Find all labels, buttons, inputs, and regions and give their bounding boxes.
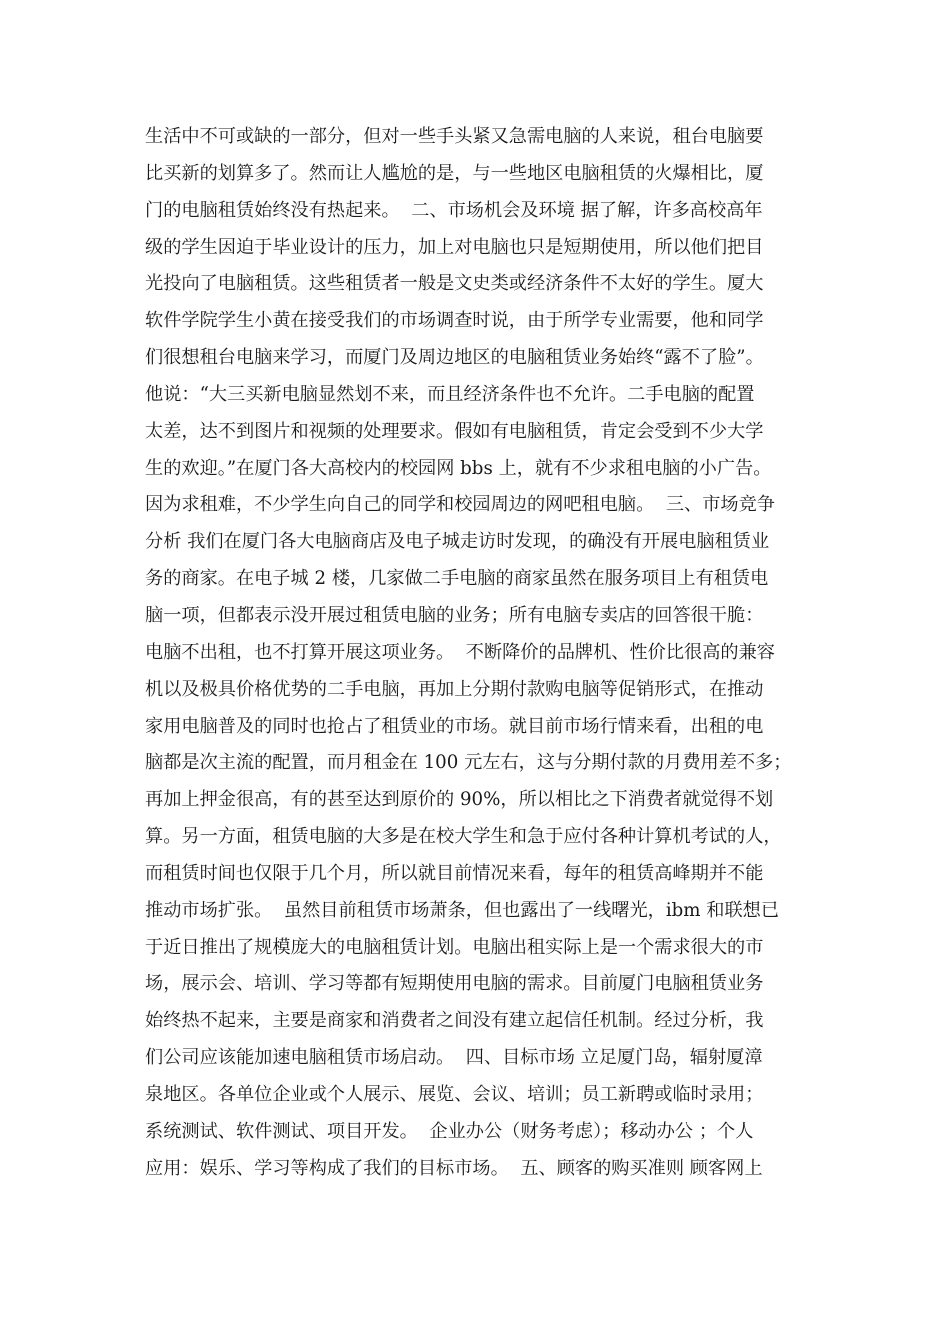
- text-line: 脑一项，但都表示没开展过租赁电脑的业务；所有电脑专卖店的回答很干脆：: [145, 604, 764, 626]
- text-line: 务的商家。在电子城 2 楼，几家做二手电脑的商家虽然在服务项目上有租赁电: [145, 568, 769, 590]
- text-line: 泉地区。各单位企业或个人展示、展览、会议、培训；员工新聘或临时录用；: [145, 1083, 764, 1105]
- text-line: 们很想租台电脑来学习，而厦门及周边地区的电脑租赁业务始终“露不了脸”。: [145, 347, 764, 369]
- text-line: 门的电脑租赁始终没有热起来。 二、市场机会及环境 据了解，许多高校高年: [145, 199, 763, 221]
- text-line: 算。另一方面，租赁电脑的大多是在校大学生和急于应付各种计算机考试的人，: [145, 826, 782, 848]
- text-line: 生的欢迎。”在厦门各大高校内的校园网 bbs 上，就有不少求租电脑的小广告。: [145, 457, 772, 479]
- text-line: 级的学生因迫于毕业设计的压力，加上对电脑也只是短期使用，所以他们把目: [145, 236, 764, 258]
- text-line: 比买新的划算多了。然而让人尴尬的是，与一些地区电脑租赁的火爆相比，厦: [145, 162, 764, 184]
- text-line: 生活中不可或缺的一部分，但对一些手头紧又急需电脑的人来说，租台电脑要: [145, 126, 764, 147]
- text-line: 应用：娱乐、学习等构成了我们的目标市场。 五、顾客的购买准则 顾客网上: [145, 1157, 763, 1179]
- text-line: 推动市场扩张。 虽然目前租赁市场萧条，但也露出了一线曙光，ibm 和联想已: [145, 899, 780, 921]
- text-line: 再加上押金很高，有的甚至达到原价的 90%，所以相比之下消费者就觉得不划: [145, 789, 774, 811]
- text-line: 系统测试、软件测试、项目开发。 企业办公（财务考虑）；移动办公 ；个人: [145, 1120, 754, 1142]
- body-text: [145, 119, 825, 1187]
- text-line: 软件学院学生小黄在接受我们的市场调查时说，由于所学专业需要，他和同学: [145, 310, 764, 332]
- text-line: 分析 我们在厦门各大电脑商店及电子城走访时发现，的确没有开展电脑租赁业: [145, 531, 770, 553]
- text-line: 而租赁时间也仅限于几个月，所以就目前情况来看，每年的租赁高峰期并不能: [145, 862, 764, 884]
- text-line: 家用电脑普及的同时也抢占了租赁业的市场。就目前市场行情来看，出租的电: [145, 715, 764, 737]
- text-line: 光投向了电脑租赁。这些租赁者一般是文史类或经济条件不太好的学生。厦大: [145, 273, 764, 295]
- text-line: 因为求租难，不少学生向自己的同学和校园周边的网吧租电脑。 三、市场竞争: [145, 494, 775, 516]
- text-line: 太差，达不到图片和视频的处理要求。假如有电脑租赁，肯定会受到不少大学: [145, 420, 764, 442]
- text-line: 他说：“大三买新电脑显然划不来，而且经济条件也不允许。二手电脑的配置: [145, 383, 755, 405]
- text-line: 机以及极具价格优势的二手电脑，再加上分期付款购电脑等促销形式，在推动: [145, 678, 764, 700]
- text-line: 们公司应该能加速电脑租赁市场启动。 四、目标市场 立足厦门岛，辐射厦漳: [145, 1047, 763, 1069]
- text-line: 于近日推出了规模庞大的电脑租赁计划。电脑出租实际上是一个需求很大的市: [145, 936, 764, 958]
- text-line: 脑都是次主流的配置，而月租金在 100 元左右，这与分期付款的月费用差不多；: [145, 752, 792, 774]
- text-line: 电脑不出租，也不打算开展这项业务。 不断降价的品牌机、性价比很高的兼容: [145, 641, 775, 663]
- text-line: 场，展示会、培训、学习等都有短期使用电脑的需求。目前厦门电脑租赁业务: [145, 973, 764, 995]
- text-line: 始终热不起来，主要是商家和消费者之间没有建立起信任机制。经过分析，我: [145, 1010, 764, 1032]
